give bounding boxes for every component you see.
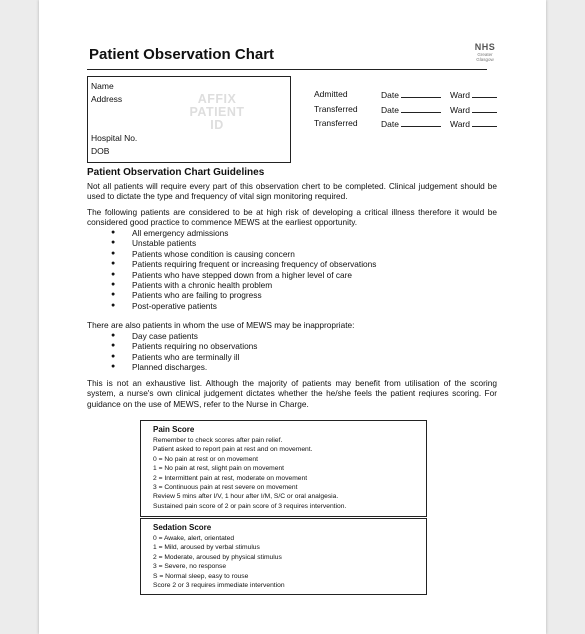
date-label: Date	[381, 119, 399, 129]
pain-score-line: Remember to check scores after pain relief.	[153, 437, 283, 444]
list-item	[111, 362, 257, 372]
date-line	[401, 89, 441, 98]
pain-score-line: 0 = No pain at rest or on movement	[153, 455, 259, 463]
list-item	[111, 341, 257, 351]
list-item-text: Patients requiring no observations	[132, 341, 258, 352]
bullet-icon: ●	[111, 281, 116, 289]
affix-line1: AFFIX	[197, 92, 237, 106]
date-field[interactable]	[381, 104, 441, 115]
list-item-text: Planned discharges.	[132, 362, 208, 373]
ward-line	[472, 118, 497, 127]
guidelines-para-2: The following patients are considered to be at high risk of developing a critical illness therefore it would be considered good practice to commence MEWS at the earliest opportunity.	[87, 207, 497, 228]
ward-line	[472, 104, 497, 113]
list-item	[111, 259, 376, 269]
pain-score-box	[140, 420, 427, 517]
list-item	[111, 301, 376, 311]
bullet-icon: ●	[111, 291, 116, 299]
sedation-score-line: 2 = Moderate, aroused by physical stimulus	[153, 553, 282, 561]
affix-line3: ID	[210, 118, 224, 132]
list-item	[111, 331, 257, 341]
guidelines-para-3: There are also patients in whom the use of MEWS may be inappropriate:	[87, 320, 355, 330]
dob-label: DOB	[91, 146, 110, 156]
list-item	[111, 249, 376, 259]
name-label: Name	[91, 81, 114, 91]
bullet-icon: ●	[111, 352, 116, 360]
pain-score-line: Patient asked to report pain at rest and on movement.	[153, 446, 313, 454]
ward-label: Ward	[450, 90, 470, 100]
bullet-icon: ●	[111, 249, 116, 257]
pain-score-title: Pain Score	[153, 425, 195, 434]
high-risk-list	[111, 228, 376, 311]
guidelines-heading: Patient Observation Chart Guidelines	[87, 167, 265, 178]
inappropriate-list	[111, 331, 257, 373]
nhs-logo-sub1: Greater	[477, 52, 493, 57]
nhs-logo-text: NHS	[474, 42, 496, 52]
date-line	[401, 118, 441, 127]
bullet-icon: ●	[111, 301, 116, 309]
ward-label: Ward	[450, 119, 470, 129]
guidelines-para-1: Not all patients will require every part of this observation chert to be completed. Clinical judgement should be used to dictate the type and frequency of vital sign monitoring required.	[87, 181, 497, 202]
date-label: Date	[381, 104, 399, 115]
sedation-score-line: 1 = Mild, aroused by verbal stimulus	[153, 544, 260, 552]
bullet-icon: ●	[111, 239, 116, 247]
list-item	[111, 352, 257, 362]
sedation-score-line: 0 = Awake, alert, orientated	[153, 535, 235, 542]
list-item-text: Post-operative patients	[132, 300, 217, 311]
date-field[interactable]	[381, 89, 441, 100]
bullet-icon: ●	[111, 332, 116, 339]
sedation-score-line: Score 2 or 3 requires immediate intervention	[153, 582, 285, 590]
ward-field[interactable]	[450, 89, 497, 100]
pain-score-line: 3 = Continuous pain at rest severe on movement	[153, 484, 298, 492]
list-item	[111, 280, 376, 290]
list-item-text: Patients who are failing to progress	[132, 290, 262, 301]
list-item	[111, 228, 376, 238]
hospital-no-label: Hospital No.	[91, 133, 138, 143]
transfer-row	[314, 89, 504, 104]
list-item-text: Day case patients	[132, 331, 198, 341]
list-item-text: Patients who have stepped down from a higher level of care	[132, 269, 352, 280]
transfer-label: Admitted	[314, 89, 348, 99]
ward-label: Ward	[450, 104, 470, 115]
date-line	[401, 104, 441, 113]
document-page	[39, 0, 546, 634]
bullet-icon: ●	[111, 229, 116, 236]
list-item-text: Patients requiring frequent or increasing frequency of observations	[132, 259, 377, 270]
pain-score-line: 1 = No pain at rest, slight pain on movement	[153, 465, 285, 473]
sedation-score-box	[140, 518, 427, 595]
title-divider	[87, 69, 487, 70]
transfer-label: Transferred	[314, 118, 358, 128]
list-item-text: Patients whose condition is causing concern	[132, 248, 295, 259]
patient-id-box	[87, 76, 291, 163]
pain-score-line: 2 = Intermittent pain at rest, moderate on movement	[153, 474, 308, 482]
guidelines-para-4: This is not an exhaustive list. Although the majority of patients may benefit from utilisation of the scoring system, a nurse's own clinical judgement dictates whether the he/she feels the patient reqiures scoring. For guidance on the use of MEWS, refer to the Nurse in Charge.	[87, 378, 497, 409]
sedation-score-line: S = Normal sleep, easy to rouse	[153, 572, 249, 580]
affix-watermark	[176, 93, 258, 132]
transfer-row	[314, 118, 504, 133]
bullet-icon: ●	[111, 342, 116, 350]
page-title: Patient Observation Chart	[89, 46, 275, 63]
pain-score-line: Review 5 mins after I/V, 1 hour after I/M, S/C or oral analgesia.	[153, 493, 339, 501]
list-item	[111, 238, 376, 248]
list-item-text: All emergency admissions	[132, 228, 229, 238]
list-item	[111, 290, 376, 300]
list-item-text: Unstable patients	[132, 238, 197, 249]
date-label: Date	[381, 90, 399, 100]
transfer-label: Transferred	[314, 103, 358, 114]
nhs-logo-sub2: Glasgow	[476, 57, 494, 62]
sedation-score-line: 3 = Severe, no response	[153, 563, 227, 571]
nhs-logo	[470, 42, 500, 62]
address-label: Address	[91, 94, 123, 104]
bullet-icon: ●	[111, 260, 116, 268]
list-item	[111, 270, 376, 280]
affix-line2: PATIENT	[189, 105, 245, 119]
date-field[interactable]	[381, 118, 441, 129]
pain-score-line: Sustained pain score of 2 or pain score of 3 requires intervention.	[153, 502, 347, 510]
ward-field[interactable]	[450, 104, 497, 115]
bullet-icon: ●	[111, 363, 116, 371]
ward-field[interactable]	[450, 118, 497, 129]
bullet-icon: ●	[111, 270, 116, 278]
transfer-row	[314, 104, 504, 119]
admission-transfer-block	[314, 89, 504, 133]
list-item-text: Patients with a chronic health problem	[132, 280, 273, 291]
sedation-score-title: Sedation Score	[153, 523, 212, 532]
list-item-text: Patients who are terminally ill	[132, 351, 240, 362]
ward-line	[472, 89, 497, 98]
